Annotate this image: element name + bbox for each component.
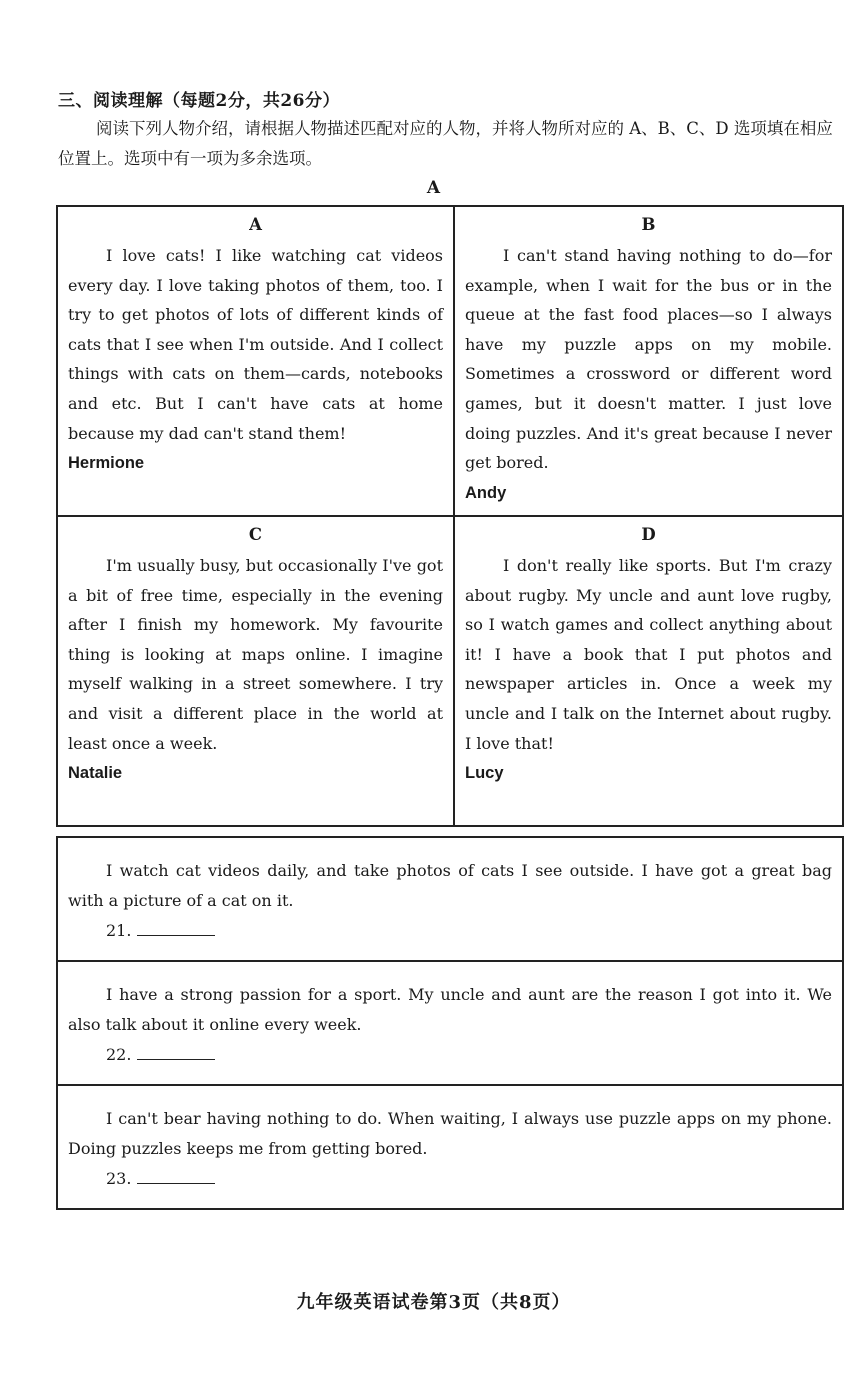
person-description: I'm usually busy, but occasionally I've got a bit of free time, especially in the evening after I finish my homework. My favourite thing is looking at maps online. I imagine myself walking in a street somewhere. I try and visit a different place in the world at least once a week. [68,556,443,753]
person-letter: A [249,215,262,234]
question-text: I have a strong passion for a sport. My uncle and aunt are the reason I got into it. We also talk about it online every week. [68,985,832,1034]
person-card-d [455,517,842,825]
question-23 [58,1086,842,1208]
answer-line [68,1040,832,1070]
answer-blank[interactable] [137,917,215,936]
person-name: Lucy [465,764,504,783]
question-number: 23. [106,1169,132,1188]
answer-blank[interactable] [137,1165,215,1184]
question-text: I watch cat videos daily, and take photos of cats I see outside. I have got a great bag with a picture of a cat on it. [68,861,832,910]
page-footer: 九年级英语试卷第3页（共8页） [296,1292,571,1313]
person-card-b [455,207,842,517]
person-description: I can't stand having nothing to do—for example, when I wait for the bus or in the queue at the fast food places—so I always have my puzzle apps on my mobile. Sometimes a crossword or different word games, but it doesn't matter. I just love doing puzzles. And it's great because I never get bored. [465,246,832,473]
question-21 [58,838,842,962]
person-name: Natalie [68,764,123,783]
person-description: I love cats! I like watching cat videos every day. I love taking photos of them, too. I try to get photos of lots of different kinds of cats that I see when I'm outside. And I collect things with cats on them—cards, notebooks and etc. But I can't have cats at home because my dad can't stand them! [68,246,443,443]
question-22 [58,962,842,1086]
person-letter: B [641,215,656,234]
question-text: I can't bear having nothing to do. When waiting, I always use puzzle apps on my phone. Doing puzzles keeps me from getting bored. [68,1109,832,1158]
answer-blank[interactable] [137,1041,215,1060]
answer-line [68,916,832,946]
part-label: A [426,178,441,198]
questions-box [56,836,844,1210]
answer-line [68,1164,832,1194]
question-number: 22. [106,1045,132,1064]
person-name: Hermione [68,454,145,473]
question-number: 21. [106,921,132,940]
person-card-c [58,517,455,825]
person-card-a [58,207,455,517]
person-name: Andy [465,483,507,502]
person-letter: D [641,525,656,544]
person-description: I don't really like sports. But I'm crazy about rugby. My uncle and aunt love rugby, so I watch games and collect anything about it! I have a book that I put photos and newspaper articles in. Once a week my uncle and I talk on the Internet about rugby. I love that! [465,556,832,753]
section-title: 三、阅读理解（每题2分，共26分） [58,91,340,111]
person-letter: C [248,525,263,544]
instructions: 阅读下列人物介绍，请根据人物描述匹配对应的人物，并将人物所对应的 A、B、C、D 选项填在相应位置上。选项中有一项为多余选项。 [58,119,833,168]
people-grid [56,205,844,827]
